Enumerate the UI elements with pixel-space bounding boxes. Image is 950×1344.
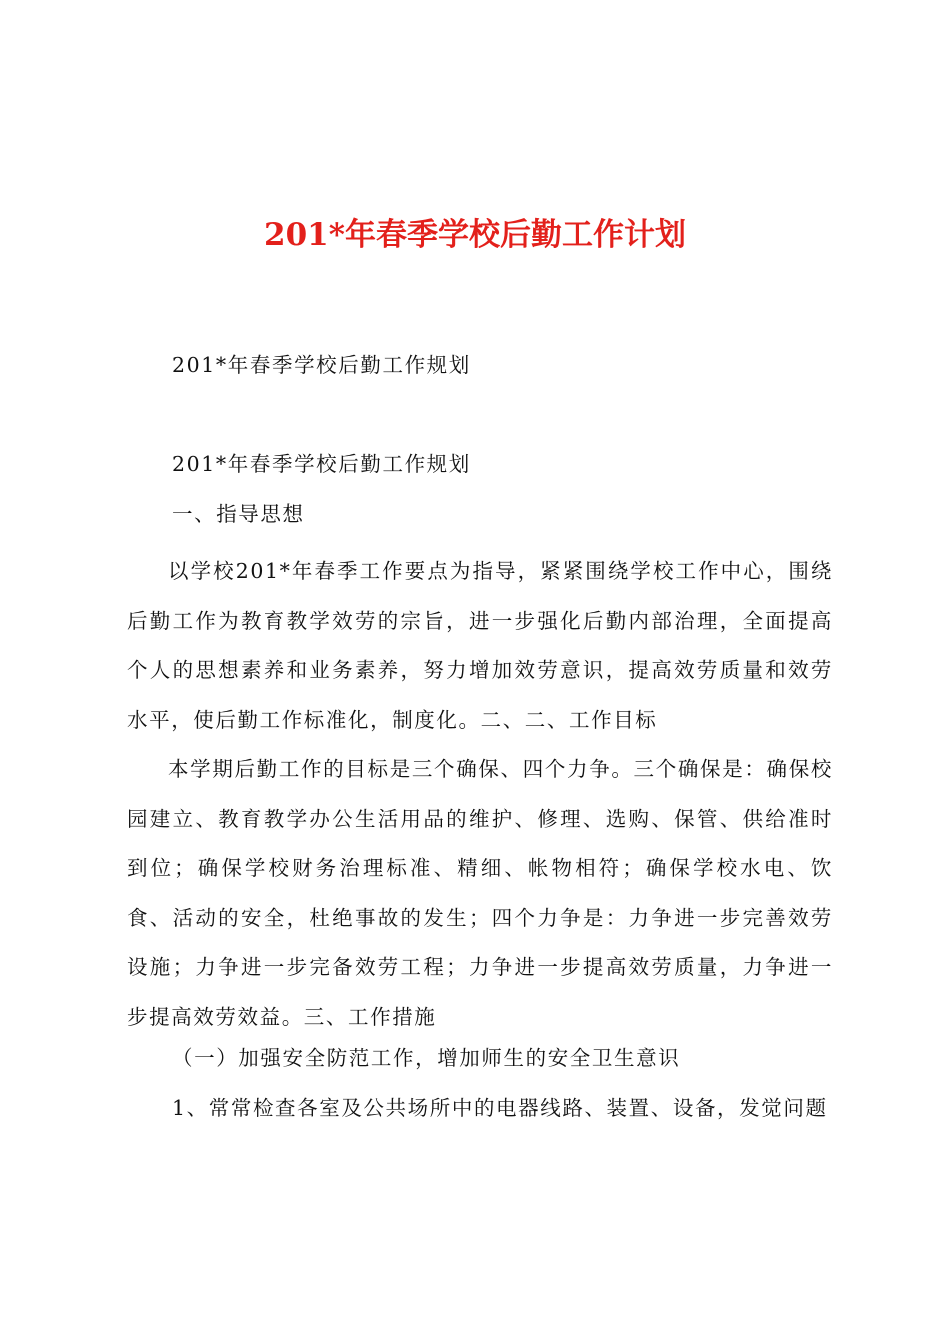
list-item-1: 1、常常检查各室及公共场所中的电器线路、装置、设备，发觉问题 [172, 1096, 828, 1120]
body-text [127, 547, 833, 1042]
subtitle-2: 201*年春季学校后勤工作规划 [172, 452, 471, 476]
section-heading-guiding-ideology: 一、指导思想 [172, 502, 305, 526]
paragraph-guiding-ideology: 以学校201*年春季工作要点为指导，紧紧围绕学校工作中心，围绕后勤工作为教育教学效劳的宗旨，进一步强化后勤内部治理，全面提高个人的思想素养和业务素养，努力增加效劳意识，提高效劳质量和效劳水平，使后勤工作标准化，制度化。二、二、工作目标 [127, 559, 833, 732]
subsection-heading-safety: （一）加强安全防范工作，增加师生的安全卫生意识 [172, 1046, 681, 1070]
document-title: 201*年春季学校后勤工作计划 [264, 217, 686, 253]
paragraph-work-goals: 本学期后勤工作的目标是三个确保、四个力争。三个确保是：确保校园建立、教育教学办公生活用品的维护、修理、选购、保管、供给准时到位；确保学校财务治理标准、精细、帐物相符；确保学校水电、饮食、活动的安全，杜绝事故的发生；四个力争是：力争进一步完善效劳设施；力争进一步完备效劳工程；力争进一步提高效劳质量，力争进一步提高效劳效益。三、工作措施 [127, 757, 833, 1029]
subtitle-1: 201*年春季学校后勤工作规划 [172, 353, 471, 377]
